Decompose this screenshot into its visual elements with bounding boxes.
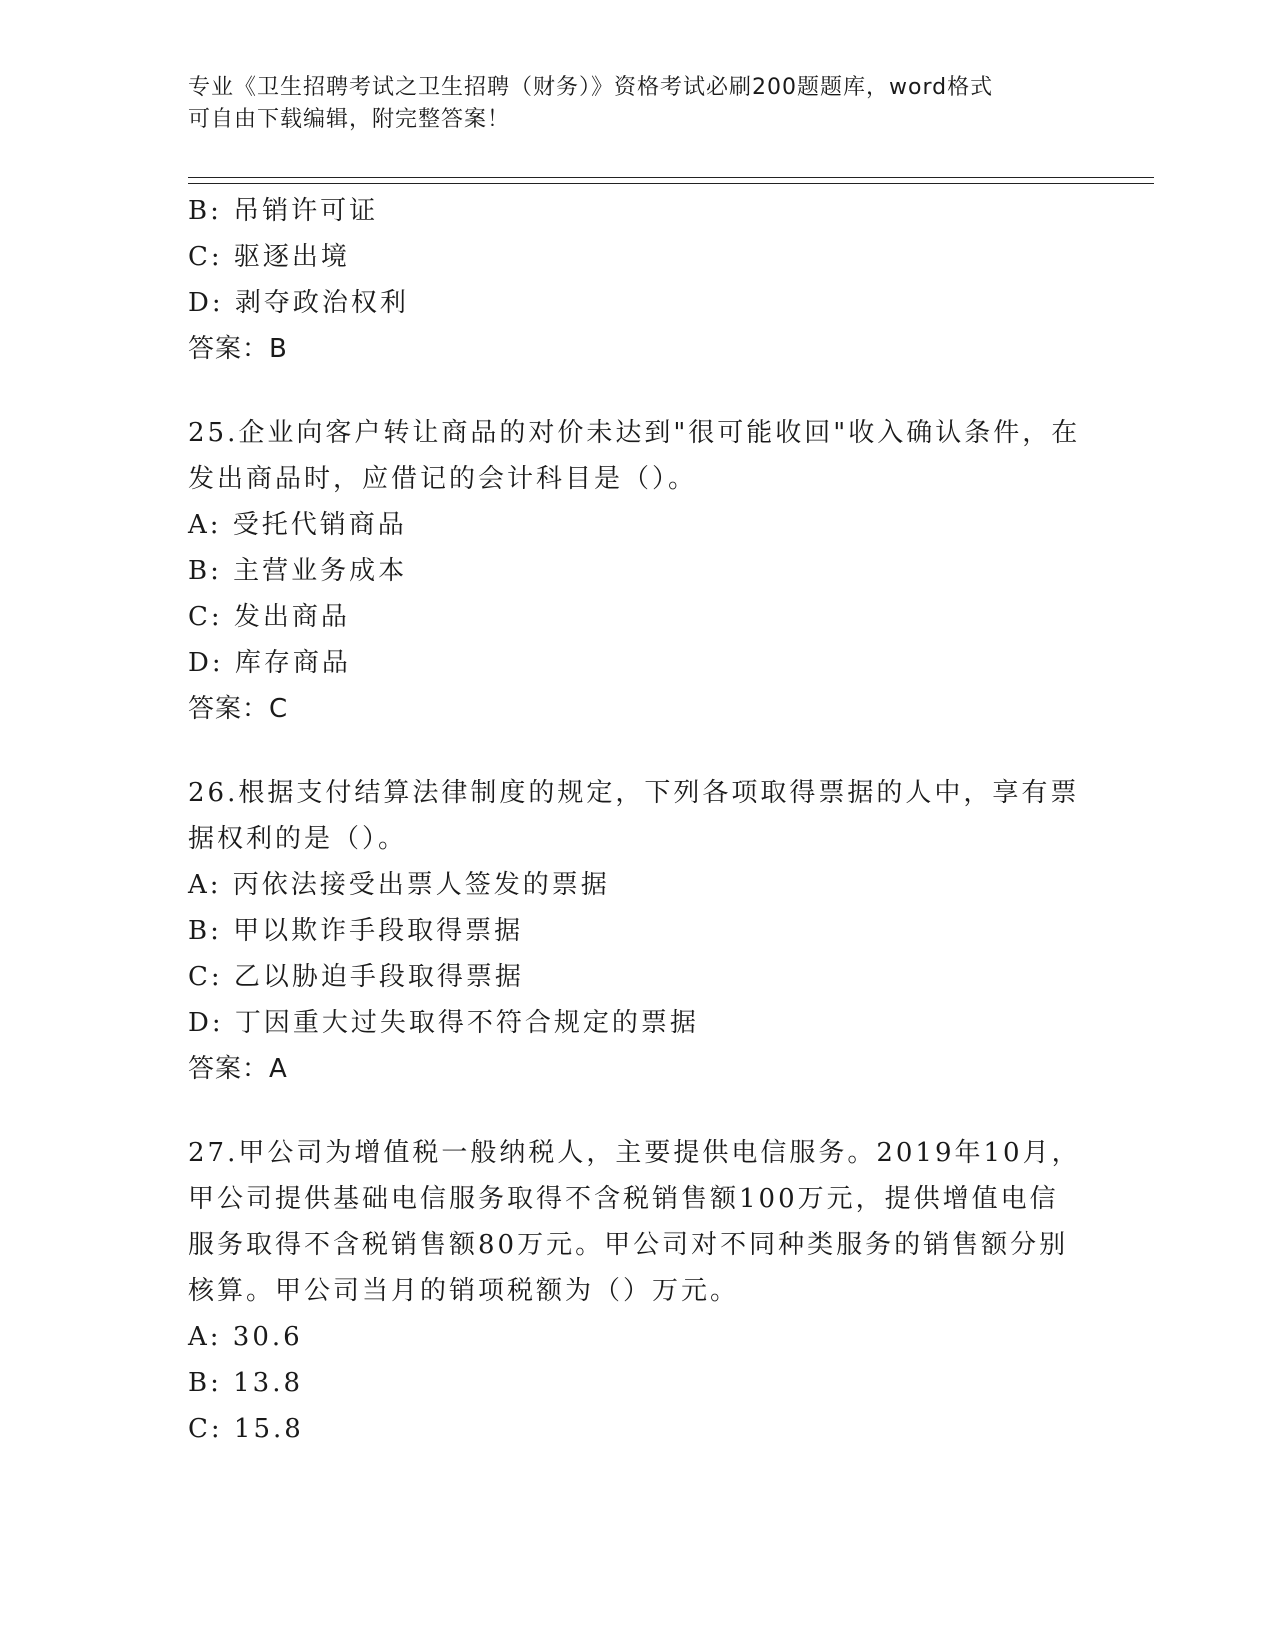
option-a: A: 30.6 xyxy=(188,1322,303,1352)
option-b: B: 吊销许可证 xyxy=(188,196,379,226)
option-c: C: 发出商品 xyxy=(188,602,350,632)
option-d: D: 库存商品 xyxy=(188,648,351,678)
question-stem-line-2: 发出商品时，应借记的会计科目是（）。 xyxy=(188,464,698,494)
question-stem-line-1: 27.甲公司为增值税一般纳税人，主要提供电信服务。2019年10月， xyxy=(188,1138,1081,1168)
option-d: D: 剥夺政治权利 xyxy=(188,288,409,318)
header-divider-bottom xyxy=(188,183,1154,184)
question-stem-line-2: 甲公司提供基础电信服务取得不含税销售额100万元，提供增值电信 xyxy=(188,1184,1059,1214)
question-24 xyxy=(188,188,1088,372)
question-stem-line-3: 服务取得不含税销售额80万元。甲公司对不同种类服务的销售额分别 xyxy=(188,1230,1069,1260)
question-stem-line-1: 25.企业向客户转让商品的对价未达到"很可能收回"收入确认条件，在 xyxy=(188,418,1081,448)
answer: 答案：A xyxy=(188,1054,288,1084)
option-b: B: 主营业务成本 xyxy=(188,556,408,586)
question-stem-line-2: 据权利的是（）。 xyxy=(188,824,408,854)
question-25 xyxy=(188,410,1088,732)
option-d: D: 丁因重大过失取得不符合规定的票据 xyxy=(188,1008,699,1038)
question-26 xyxy=(188,770,1088,1092)
option-a: A: 丙依法接受出票人签发的票据 xyxy=(188,870,610,900)
document-header xyxy=(188,72,1068,136)
header-title-line-2: 可自由下载编辑，附完整答案！ xyxy=(188,107,511,132)
option-b: B: 13.8 xyxy=(188,1368,304,1398)
header-title-line-1: 专业《卫生招聘考试之卫生招聘（财务）》资格考试必刷200题题库，word格式 xyxy=(188,75,994,100)
option-c: C: 驱逐出境 xyxy=(188,242,350,272)
header-divider-top xyxy=(188,177,1154,178)
question-stem-line-1: 26.根据支付结算法律制度的规定，下列各项取得票据的人中，享有票 xyxy=(188,778,1080,808)
answer: 答案：B xyxy=(188,334,288,364)
question-27 xyxy=(188,1130,1088,1452)
option-c: C: 15.8 xyxy=(188,1414,304,1444)
option-b: B: 甲以欺诈手段取得票据 xyxy=(188,916,524,946)
question-stem-line-4: 核算。甲公司当月的销项税额为（）万元。 xyxy=(188,1276,740,1306)
option-c: C: 乙以胁迫手段取得票据 xyxy=(188,962,524,992)
question-list xyxy=(188,188,1088,1452)
answer: 答案：C xyxy=(188,694,289,724)
option-a: A: 受托代销商品 xyxy=(188,510,407,540)
